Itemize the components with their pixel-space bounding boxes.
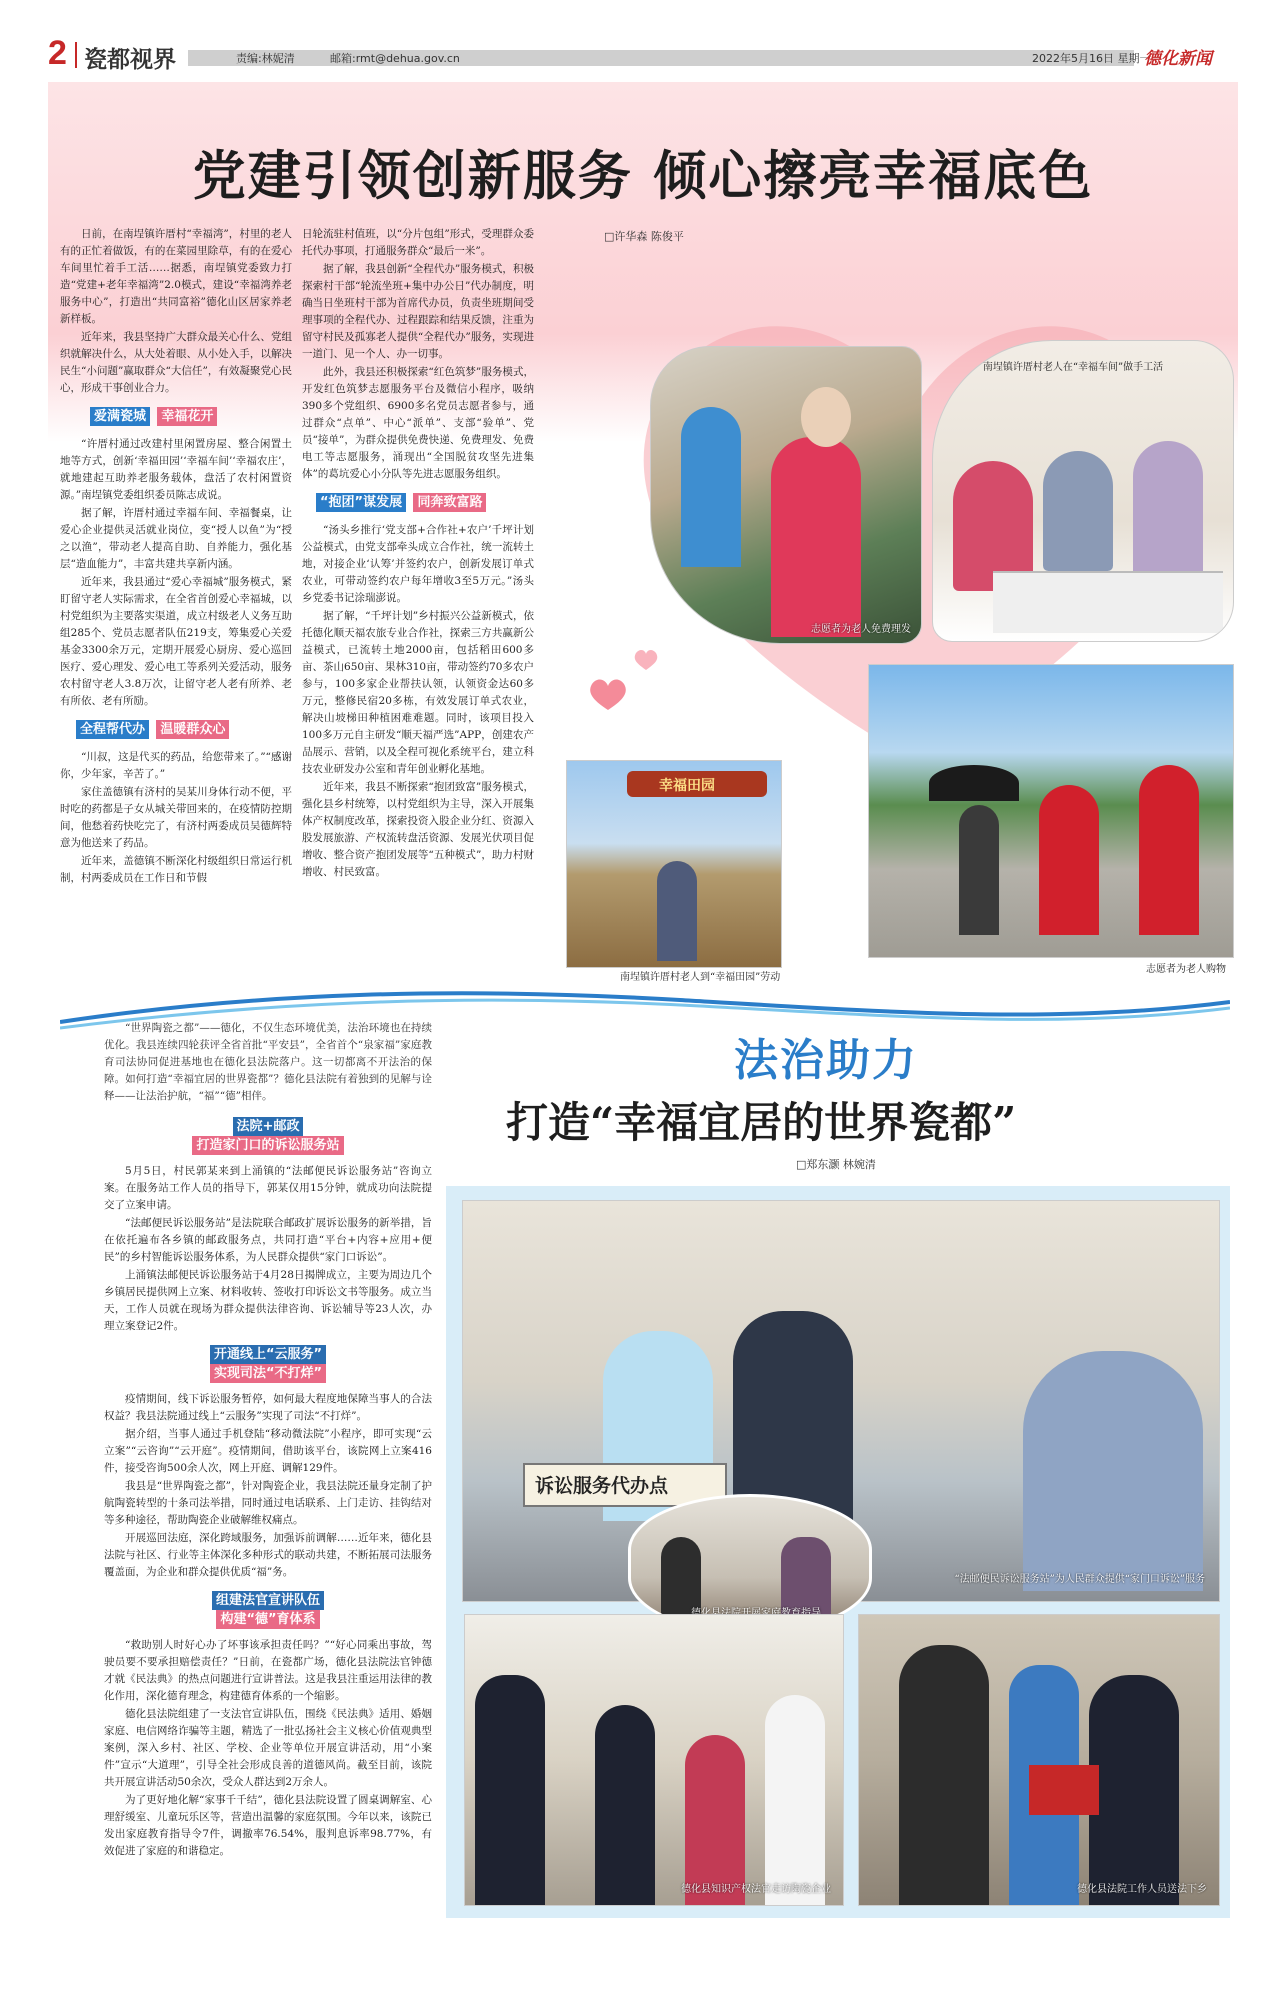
email-label: 邮箱:rmt@dehua.gov.cn [330, 52, 460, 65]
article1-byline: □许华森 陈俊平 [604, 230, 684, 243]
paragraph: 近年来，我县坚持广大群众最关心什么、党组织就解决什么，从大处着眼、从小处入手，以解决民生“小问题”赢取群众“大信任”，有效凝聚党心民心，形成干事创业合力。 [60, 331, 292, 394]
photo-fields [566, 760, 782, 968]
wave-line-blue [60, 993, 1230, 1022]
sign-board-text: 诉讼服务代办点 [535, 1475, 669, 1497]
booklet-shape [1029, 1765, 1099, 1815]
person-shape [475, 1675, 545, 1905]
paragraph: 近年来，盖德镇不断深化村级组织日常运行机制，村两委成员在工作日和节假 [60, 855, 292, 884]
paragraph: 德化县法院组建了一支法官宣讲队伍，围绕《民法典》适用、婚姻家庭、电信网络诈骗等主题，精选了一批弘扬社会主义核心价值观典型案例，深入乡村、社区、学校、企业等单位开展宣讲活动，用“小案件”宣示“大道理”，引导全社会形成良善的道德风尚。截至目前，该院共开展宣讲活动50余次，受众人群达到2万余人。 [104, 1708, 432, 1788]
paragraph: 此外，我县还积极探索“红色筑梦”服务模式，开发红色筑梦志愿服务平台及微信小程序，吸纳390多个党组织、6900多名党员志愿者参与，通过群众“点单”、中心“派单”、支部“验单”、党员“接单”，为群众提供免费快递、免费理发、免费电工等志愿服务，涌现出“全国脱贫攻坚先进集体”的葛坑爱心小分队等先进志愿服务组织。 [302, 366, 534, 480]
article2-byline: □郑东灏 林婉清 [796, 1158, 876, 1171]
paragraph: 近年来，我县不断探索“抱团致富”服务模式，强化县乡村统筹，以村党组织为主导，深入开展集体产权制度改革，探索投资入股企业分红、资源入股发展旅游、产权流转盘活资源、发展光伏项目促增收、整合资产抱团发展等“五种模式”，助力村财增收、村民致富。 [302, 781, 534, 878]
intro-paragraph: “世界陶瓷之都”——德化，不仅生态环境优美，法治环境也在持续优化。我县连续四轮获评全省首批“平安县”，全省首个“泉家福”家庭教育司法协同促进基地也在德化县法院落户。这一切都离不开法治的保障。如何打造“幸福宜居的世界瓷都”？德化县法院有着独到的见解与诠释——让法治护航，“福”“德”相伴。 [104, 1022, 432, 1102]
subhead-3b: 同奔致富路 [413, 493, 486, 512]
photo-handicraft [932, 340, 1234, 642]
subhead-3b: 构建“德”育体系 [216, 1610, 319, 1629]
gate-sign: 幸福田园 [659, 778, 715, 794]
person-shape [681, 407, 741, 567]
subhead-1a: 法院+邮政 [233, 1117, 304, 1136]
photo-caption-text: 南埕镇许厝村老人在“幸福车间”做手工活 [982, 362, 1164, 373]
paragraph: 5月5日，村民郭某来到上涌镇的“法邮便民诉讼服务站”咨询立案。在服务站工作人员的指导下，郭某仅用15分钟，就成功向法院提交了立案申请。 [104, 1165, 432, 1211]
article2-column [104, 1020, 432, 1861]
subhead-2a: 全程帮代办 [76, 720, 149, 739]
person-shape [1039, 785, 1099, 935]
photo-fields-caption: 南埕镇许厝村老人到“幸福田园”劳动 [620, 972, 781, 983]
photo-caption: 德化县法院工作人员送法下乡 [1077, 1884, 1207, 1895]
person-shape [899, 1645, 989, 1905]
subhead-2a: 开通线上“云服务” [210, 1345, 326, 1364]
subhead-3 [104, 1591, 432, 1629]
article1-title: 党建引领创新服务 倾心擦亮幸福底色 [192, 146, 1094, 207]
masthead [48, 34, 1238, 76]
subhead-2 [104, 1345, 432, 1383]
small-heart-2 [635, 650, 658, 670]
article1-column-1 [60, 226, 292, 888]
person-shape [595, 1705, 655, 1905]
photo-shopping-caption: 志愿者为老人购物 [1146, 964, 1226, 975]
article2-title: 打造“幸福宜居的世界瓷都” [506, 1098, 1017, 1147]
page-number: 2 [48, 34, 67, 72]
paragraph: 据了解，我县创新“全程代办”服务模式，积极探索村干部“轮流坐班+集中办公日”代办制度，明确当日坐班村干部为首席代办员，负责坐班期间受理事项的全程代办、过程跟踪和结果反馈，注重为留守村民及孤寡老人提供“全程代办”服务，实现进一道门、见一个人、办一切事。 [302, 263, 534, 360]
photo-haircut [650, 346, 922, 644]
person-shape [1043, 451, 1113, 571]
photo-ip-judges [464, 1614, 844, 1906]
editor-label: 责编:林妮清 [236, 52, 295, 65]
photo-caption: 德化县知识产权法官走访陶瓷企业 [681, 1884, 831, 1895]
umbrella-shape [929, 765, 1019, 801]
paragraph: “许厝村通过改建村里闲置房屋、整合闲置土地等方式，创新‘幸福田园’‘幸福车间’‘幸福农庄’，就地建起互助养老服务载体，盘活了农村闲置资源。”南埕镇党委组织委员陈志成说。 [60, 438, 292, 501]
subhead-3a: 组建法官宣讲队伍 [212, 1591, 324, 1610]
person-shape [1089, 1675, 1179, 1905]
paragraph: 上涌镇法邮便民诉讼服务站于4月28日揭牌成立，主要为周边几个乡镇居民提供网上立案、材料收转、签收打印诉讼文书等服务。成立当天，工作人员就在现场为群众提供法律咨询、诉讼辅导等23人次，办理立案登记2件。 [104, 1269, 432, 1332]
paragraph: 为了更好地化解“家事千千结”，德化县法院设置了圆桌调解室、心理舒缓室、儿童玩乐区等，营造出温馨的家庭氛围。今年以来，该院已发出家庭教育指导令7件，调撤率76.54%，服判息诉率98.77%，有效促进了家庭的和谐稳定。 [104, 1794, 432, 1857]
photo-law-to-village [858, 1614, 1220, 1906]
photo-family-education [628, 1494, 872, 1634]
paragraph: 日轮流驻村值班，以“分片包组”形式，受理群众委托代办事项，打通服务群众“最后一米”。 [302, 228, 534, 257]
paragraph: “救助别人时好心办了坏事该承担责任吗？”“好心同乘出事故，驾驶员要不要承担赔偿责任？”日前，在瓷都广场，德化县法院法官钟德才就《民法典》的热点问题进行宣讲普法。这是我县注重运用法律的教化作用，深化德育理念，构建德育体系的一个缩影。 [104, 1639, 432, 1702]
person-shape [1139, 765, 1199, 935]
paper-logo: 德化新闻 [1144, 49, 1212, 69]
section-name: 瓷都视界 [84, 47, 176, 73]
paragraph: “法邮便民诉讼服务站”是法院联合邮政扩展诉讼服务的新举措，旨在依托遍布各乡镇的邮政服务点，共同打造“平台+内容+应用+便民”的乡村智能诉讼服务体系，为人民群众提供“家门口诉讼”。 [104, 1217, 432, 1263]
paragraph: 疫情期间，线下诉讼服务暂停，如何最大程度地保障当事人的合法权益？我县法院通过线上“云服务”实现了司法“不打烊”。 [104, 1393, 432, 1422]
paragraph: 开展巡回法庭，深化跨域服务，加强诉前调解……近年来，德化县法院与社区、行业等主体深化多种形式的联动共建，不断拓展司法服务覆盖面，为企业和群众提供优质“福”务。 [104, 1532, 432, 1578]
small-heart-1 [590, 680, 626, 710]
photo-caption [973, 355, 1173, 374]
subhead-1 [104, 1117, 432, 1155]
subhead-1b: 幸福花开 [157, 407, 217, 426]
subhead-1 [90, 407, 292, 426]
table-shape [993, 571, 1223, 633]
paragraph: 家住盖德镇有济村的吴某川身体行动不便，平时吃的药都是子女从城关带回来的，在疫情防控期间，他愁着药快吃完了，有济村两委成员吴德辉特意为他送来了药品。 [60, 786, 292, 849]
paragraph: “汤头乡推行‘党支部+合作社+农户’千坪计划公益模式，由党支部牵头成立合作社，统一流转土地，对接企业‘认筹’并签约农户，创新发展订单式农业，可带动签约农户每年增收3至5万元。”汤头乡党委书记涂瑞澎说。 [302, 524, 534, 604]
paragraph: 我县是“世界陶瓷之都”，针对陶瓷企业，我县法院还量身定制了护航陶瓷转型的十条司法举措，同时通过电话联系、上门走访、挂钩结对等多种途径，帮助陶瓷企业破解维权痛点。 [104, 1480, 432, 1526]
person-shape [801, 387, 851, 447]
person-shape [657, 861, 697, 961]
subhead-2 [76, 720, 292, 739]
subhead-3a: “抱团”谋发展 [316, 493, 406, 512]
photo-caption: “法邮便民诉讼服务站”为人民群众提供“家门口诉讼”服务 [954, 1574, 1205, 1585]
person-shape [959, 805, 999, 935]
paragraph: 据介绍，当事人通过手机登陆“移动微法院”小程序，即可实现“云立案”“云咨询”“云开庭”。疫情期间，借助该平台，该院网上立案416件，接受咨询500余人次，网上开庭、调解129件。 [104, 1428, 432, 1474]
subhead-1a: 爱满瓷城 [90, 407, 150, 426]
paragraph: 据了解，许厝村通过幸福车间、幸福餐桌，让爱心企业提供灵活就业岗位，变“授人以鱼”为“授之以渔”，带动老人提高自助、自养能力，强化基层“造血能力”，丰富共建共享新内涵。 [60, 507, 292, 570]
paragraph: 日前，在南埕镇许厝村“幸福湾”，村里的老人有的正忙着做饭，有的在菜园里除草，有的在爱心车间里忙着手工活……据悉，南埕镇党委致力打造“党建+老年幸福湾”2.0模式，建设“幸福湾养老服务中心”，打造出“共同富裕”德化山区居家养老新样板。 [60, 228, 292, 325]
person-shape [733, 1311, 853, 1521]
photo-shopping [868, 664, 1234, 958]
paragraph: 近年来，我县通过“爱心幸福城”服务模式，紧盯留守老人实际需求，在全省首创爱心幸福城，以村党组织为主要落实渠道，成立村级老人义务互助组285个、党员志愿者队伍219支，筹集爱心关爱基金3300余万元，定期开展爱心厨房、爱心巡回医疗、爱心理发、爱心电工等系列关爱活动，服务农村留守老人3.8万次，让留守老人老有所养、老有所依、老有所励。 [60, 576, 292, 707]
person-shape [771, 437, 861, 637]
person-shape [765, 1695, 825, 1905]
date-label: 2022年5月16日 星期一 [1032, 52, 1151, 65]
article1-column-2 [302, 226, 534, 882]
subhead-2b: 实现司法“不打烊” [210, 1364, 326, 1383]
photo-caption: 志愿者为老人免费理发 [811, 624, 911, 635]
paragraph: 据了解，“千坪计划”乡村振兴公益新模式，依托德化顺天福农旅专业合作社，探索三方共赢新公益模式，已流转土地2000亩，包括稻田600多亩、茶山650亩、果林310亩，带动签约70多农户参与，100多家企业帮扶认领，认领资金达60多万元，整修民宿20多栋，有效发展订单式农业，解决山坡梯田种植困难难题。同时，该项目投入100多万元自主研发“顺天福严选”APP，创建农产品展示、营销，以及全程可视化系统平台，建立科技农业研发办公室和青年创业孵化基地。 [302, 610, 534, 775]
masthead-divider [75, 42, 77, 68]
person-shape [1023, 1351, 1203, 1591]
paragraph: “川叔，这是代买的药品，给您带来了。”“感谢你，少年家，辛苦了。” [60, 751, 292, 780]
person-shape [1133, 441, 1203, 581]
article2-kicker: 法治助力 [734, 1035, 918, 1086]
subhead-3 [316, 493, 534, 512]
subhead-2b: 温暖群众心 [156, 720, 229, 739]
subhead-1b: 打造家门口的诉讼服务站 [192, 1136, 343, 1155]
